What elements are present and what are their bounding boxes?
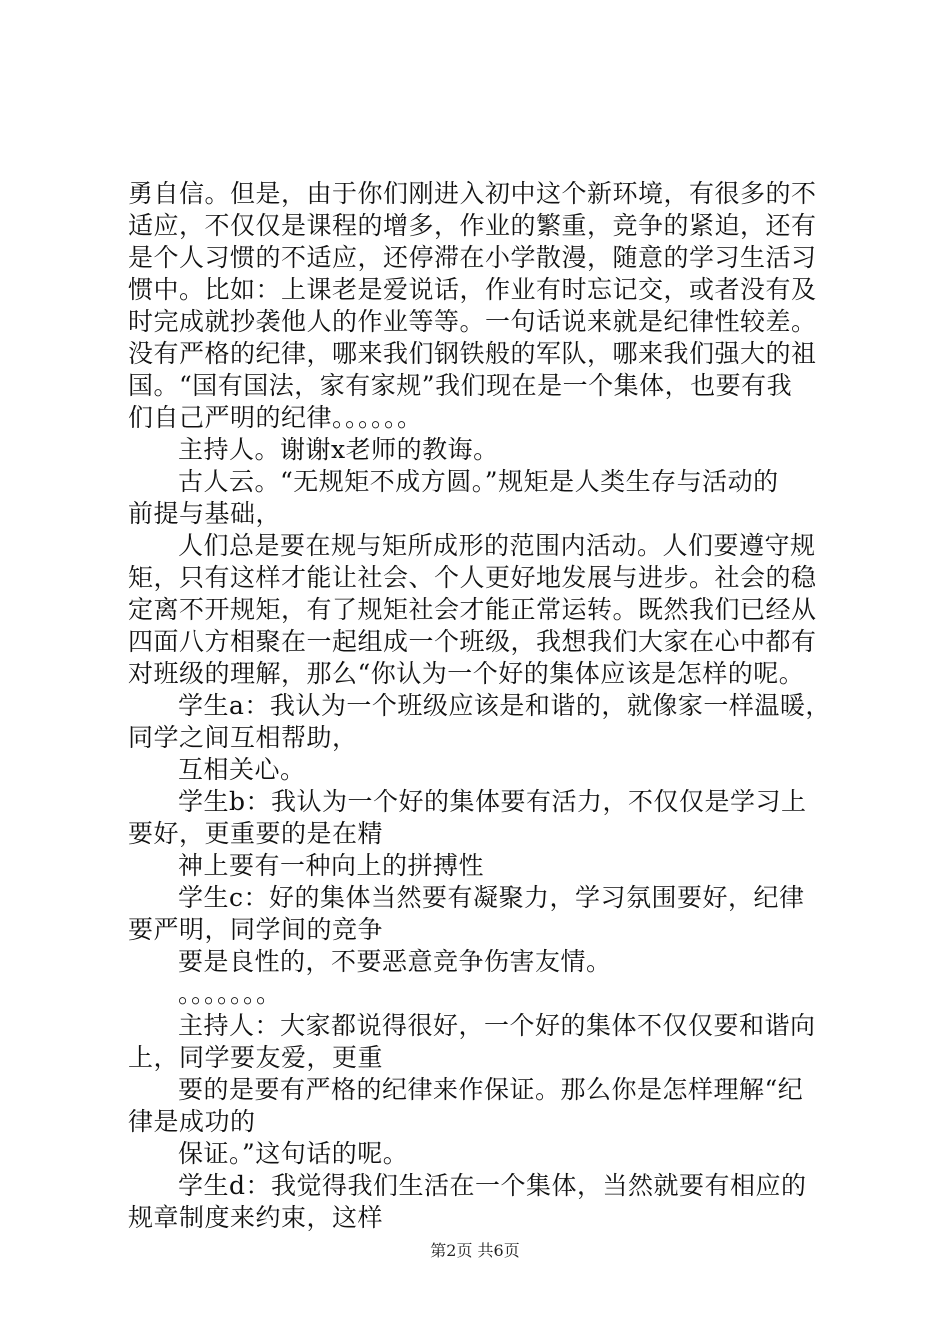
text-line: 是个人习惯的不适应，还停滞在小学散漫，随意的学习生活习	[128, 243, 817, 272]
text-line: 对班级的理解，那么“你认为一个好的集体应该是怎样的呢。	[128, 659, 805, 688]
text-line: 没有严格的纪律，哪来我们钢铁般的军队，哪来我们强大的祖	[128, 339, 817, 368]
text-line: 定离不开规矩，有了规矩社会才能正常运转。既然我们已经从	[128, 595, 817, 624]
page-number-footer: 第2页 共6页	[430, 1241, 520, 1260]
text-line: 国。“国有国法，家有家规”我们现在是一个集体，也要有我	[128, 371, 793, 400]
text-line: 前提与基础，	[128, 499, 282, 528]
text-line: 适应，不仅仅是课程的增多，作业的繁重，竞争的紧迫，还有	[128, 211, 817, 240]
text-line: 学生a：我认为一个班级应该是和谐的，就像家一样温暖，	[178, 691, 831, 720]
text-line: 保证。”这句话的呢。	[178, 1139, 409, 1168]
text-line: 上，同学要友爱，更重	[128, 1043, 384, 1072]
text-line: 神上要有一种向上的拼搏性	[178, 851, 485, 880]
text-line: 同学之间互相帮助，	[128, 723, 358, 752]
text-line: 惯中。比如：上课老是爱说话，作业有时忘记交，或者没有及	[128, 275, 817, 304]
text-line: 学生d：我觉得我们生活在一个集体，当然就要有相应的	[178, 1171, 807, 1200]
text-line: 互相关心。	[178, 755, 306, 784]
text-line: 主持人。谢谢x老师的教诲。	[178, 435, 499, 464]
text-line: 矩，只有这样才能让社会、个人更好地发展与进步。社会的稳	[128, 563, 817, 592]
text-line: 主持人：大家都说得很好，一个好的集体不仅仅要和谐向	[178, 1011, 816, 1040]
text-line: 学生b：我认为一个好的集体要有活力，不仅仅是学习上	[178, 787, 807, 816]
text-line: 四面八方相聚在一起组成一个班级，我想我们大家在心中都有	[128, 627, 817, 656]
text-line: 古人云。“无规矩不成方圆。”规矩是人类生存与活动的	[178, 467, 779, 496]
text-line: 律是成功的	[128, 1107, 256, 1136]
text-line: 学生c：好的集体当然要有凝聚力，学习氛围要好，纪律	[178, 883, 805, 912]
text-line: 要严明，同学间的竞争	[128, 915, 384, 944]
text-line: 们自己严明的纪律。。。。。。	[128, 403, 423, 432]
text-line: 时完成就抄袭他人的作业等等。一句话说来就是纪律性较差。	[128, 307, 817, 336]
text-line: 规章制度来约束，这样	[128, 1203, 384, 1232]
text-line: 勇自信。但是，由于你们刚进入初中这个新环境，有很多的不	[128, 179, 817, 208]
text-line: 要是良性的，不要恶意竞争伤害友情。	[178, 947, 612, 976]
text-line: 要的是要有严格的纪律来作保证。那么你是怎样理解“纪	[178, 1075, 804, 1104]
text-line: 要好，更重要的是在精	[128, 819, 384, 848]
text-line: 。。。。。。。	[178, 979, 282, 1008]
text-line: 人们总是要在规与矩所成形的范围内活动。人们要遵守规	[178, 531, 816, 560]
